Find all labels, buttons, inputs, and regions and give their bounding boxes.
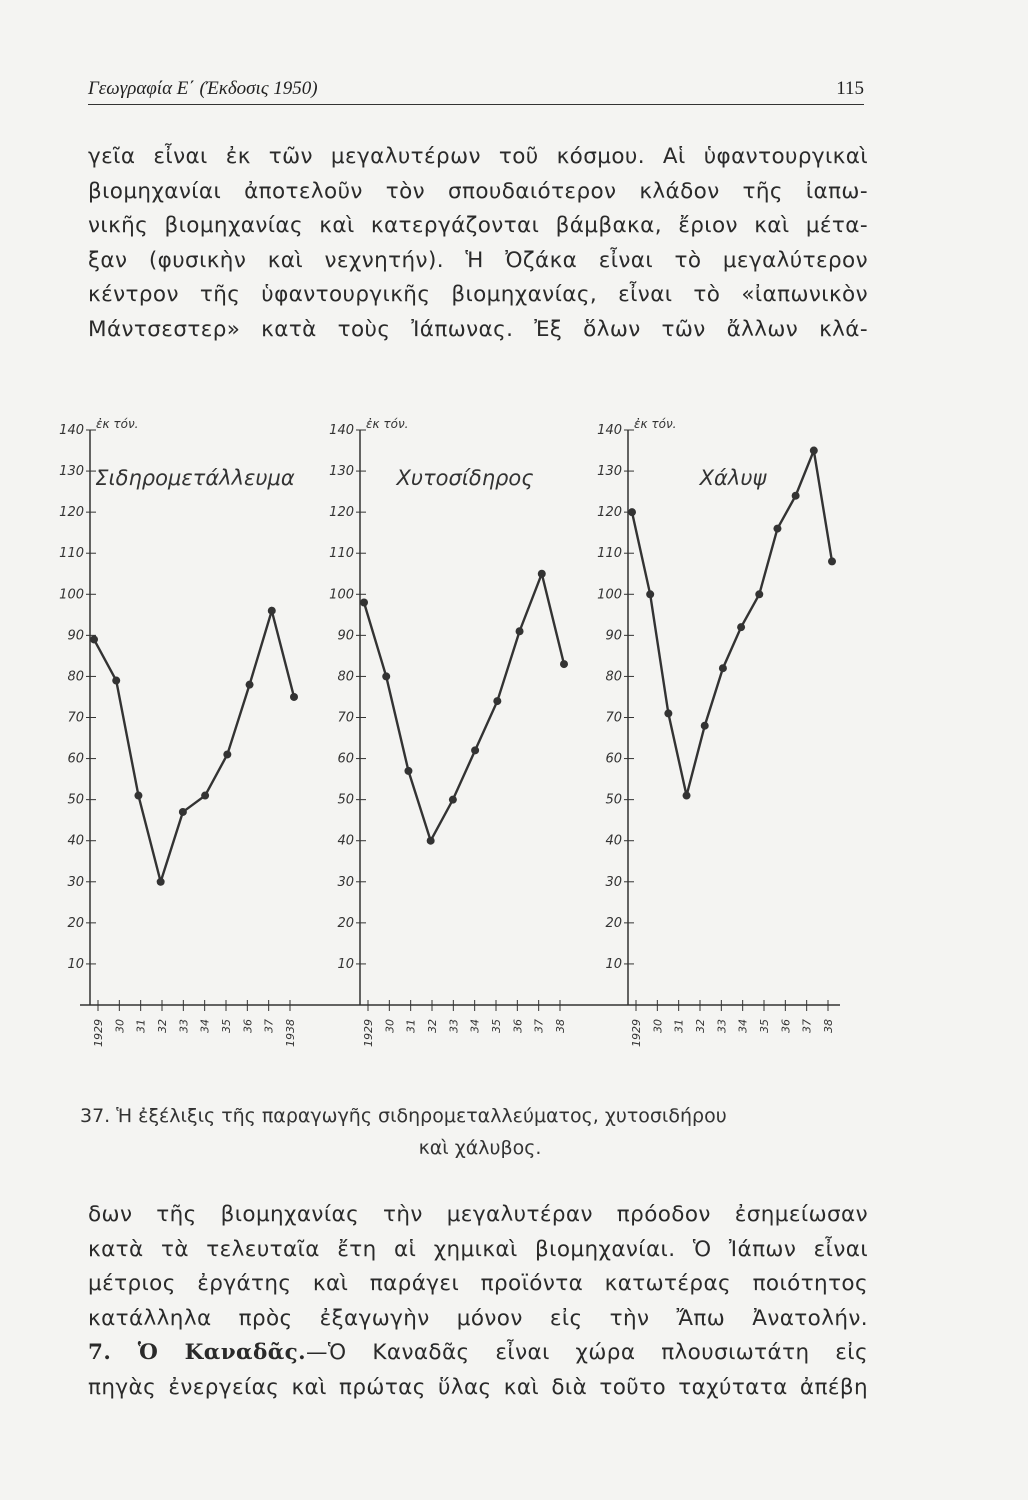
x-tick-label: 1929 (630, 1019, 643, 1047)
x-tick-label: 36 (241, 1019, 255, 1033)
top-paragraph (88, 140, 868, 347)
data-series-line (632, 451, 832, 796)
data-series-line (94, 611, 294, 882)
y-tick-label: 140 (329, 423, 354, 438)
section-text: —Ὁ Καναδᾶς εἶναι χώρα πλουσιωτάτη εἰς (306, 1340, 868, 1365)
x-tick-label: 34 (736, 1019, 750, 1033)
y-tick-label: 70 (67, 710, 84, 726)
chart-title: Σιδηρομετάλλευμα (95, 466, 295, 490)
y-tick-label: 20 (67, 915, 84, 931)
data-point (360, 599, 368, 607)
x-tick-label: 34 (468, 1019, 482, 1033)
y-tick-label: 80 (605, 669, 622, 685)
y-tick-label: 130 (597, 464, 622, 480)
text-line: νικῆς βιομηχανίας καὶ κατεργάζονται βάμβακα, ἔριον καὶ μέτα- (88, 213, 868, 238)
data-point (516, 627, 524, 635)
data-point (427, 837, 435, 845)
section-line (88, 1336, 868, 1371)
y-tick-label: 40 (67, 833, 84, 849)
y-tick-label: 130 (59, 464, 84, 480)
y-tick-label: 60 (605, 751, 622, 767)
y-tick-label: 40 (605, 833, 622, 849)
x-tick-label: 1929 (92, 1019, 105, 1047)
caption-line: 37. Ἡ ἐξέλιξις τῆς παραγωγῆς σιδηρομεταλλεύματος, χυτοσιδήρου (80, 1105, 727, 1127)
x-tick-label: 35 (490, 1019, 503, 1033)
data-point (246, 681, 254, 689)
y-tick-label: 50 (605, 792, 622, 808)
y-tick-label: 10 (605, 956, 622, 972)
x-tick-label: 38 (822, 1019, 835, 1033)
bottom-paragraph (88, 1198, 868, 1405)
data-point (683, 792, 691, 800)
data-point (828, 557, 836, 565)
y-tick-label: 20 (605, 915, 622, 931)
text-line: κέντρον τῆς ὑφαντουργικῆς βιομηχανίας, εἶναι τὸ «ἰαπωνικὸν (88, 282, 868, 307)
x-tick-label: 35 (220, 1019, 233, 1033)
data-point (664, 709, 672, 717)
text-line: δων τῆς βιομηχανίας τὴν μεγαλυτέραν πρόοδον ἐσημείωσαν (88, 1202, 868, 1227)
data-point (755, 590, 763, 598)
y-tick-label: 100 (59, 587, 84, 603)
y-tick-label: 30 (67, 874, 84, 890)
x-tick-label: 31 (672, 1019, 686, 1033)
text-line: κατάλληλα πρὸς ἐξαγωγὴν μόνον εἰς τὴν Ἄπω Ἀνατολήν. (88, 1305, 868, 1331)
data-point (134, 792, 142, 800)
data-point (628, 508, 636, 516)
data-point (157, 878, 165, 886)
data-point (268, 607, 276, 615)
figure-caption (80, 1100, 880, 1164)
y-tick-label: 60 (337, 751, 354, 767)
data-point (737, 623, 745, 631)
y-tick-label: 140 (597, 423, 622, 438)
y-unit-label: ἐκ τόν. (366, 417, 409, 431)
page-header (88, 78, 864, 105)
x-tick-label: 37 (262, 1019, 276, 1033)
data-point (538, 570, 546, 578)
x-tick-label: 1938 (284, 1019, 297, 1047)
y-tick-label: 110 (59, 546, 84, 562)
y-tick-label: 140 (59, 423, 84, 438)
y-unit-label: ἐκ τόν. (634, 417, 677, 431)
data-point (382, 672, 390, 680)
data-point (493, 697, 501, 705)
chart-title: Χυτοσίδηρος (396, 466, 534, 490)
data-point (810, 447, 818, 455)
x-tick-label: 33 (715, 1019, 729, 1033)
y-tick-label: 120 (329, 505, 354, 521)
y-tick-label: 40 (337, 833, 354, 849)
data-point (646, 590, 654, 598)
data-point (449, 796, 457, 804)
y-unit-label: ἐκ τόν. (96, 417, 139, 431)
x-tick-label: 32 (694, 1019, 707, 1033)
y-tick-label: 100 (329, 587, 354, 603)
y-tick-label: 90 (67, 628, 84, 644)
x-tick-label: 32 (156, 1019, 169, 1033)
data-point (773, 525, 781, 533)
x-tick-label: 36 (779, 1019, 793, 1033)
section-heading: 7. Ὁ Καναδᾶς. (88, 1340, 307, 1365)
data-point (471, 746, 479, 754)
y-tick-label: 120 (597, 505, 622, 521)
page-number: 115 (836, 78, 864, 99)
x-tick-label: 38 (554, 1019, 567, 1033)
caption-line: καὶ χάλυβος. (418, 1137, 542, 1159)
x-tick-label: 36 (511, 1019, 525, 1033)
running-head-title: Γεωγραφία Ε΄ (Έκδοσις 1950) (88, 78, 318, 99)
y-tick-label: 50 (67, 792, 84, 808)
x-tick-label: 34 (198, 1019, 212, 1033)
y-tick-label: 70 (605, 710, 622, 726)
text-line: γεῖα εἶναι ἐκ τῶν μεγαλυτέρων τοῦ κόσμου. Αἱ ὑφαντουργικαὶ (88, 144, 868, 169)
data-point (223, 750, 231, 758)
data-series-line (364, 574, 564, 841)
y-tick-label: 100 (597, 587, 622, 603)
y-tick-label: 80 (67, 669, 84, 685)
production-charts-figure (40, 405, 860, 1065)
y-tick-label: 10 (67, 956, 84, 972)
text-line: κατὰ τὰ τελευταῖα ἔτη αἱ χημικαὶ βιομηχανίαι. Ὁ Ἰάπων εἶναι (88, 1236, 868, 1262)
y-tick-label: 110 (597, 546, 622, 562)
y-tick-label: 130 (329, 464, 354, 480)
data-point (701, 722, 709, 730)
x-tick-label: 33 (177, 1019, 191, 1033)
y-tick-label: 120 (59, 505, 84, 521)
y-tick-label: 10 (337, 956, 354, 972)
x-tick-label: 31 (134, 1019, 148, 1033)
x-tick-label: 1929 (362, 1019, 375, 1047)
y-tick-label: 90 (337, 628, 354, 644)
y-tick-label: 110 (329, 546, 354, 562)
y-tick-label: 90 (605, 628, 622, 644)
data-point (404, 767, 412, 775)
text-line: βιομηχανίαι ἀποτελοῦν τὸν σπουδαιότερον κλάδον τῆς ἰαπω- (88, 178, 868, 204)
x-tick-label: 33 (447, 1019, 461, 1033)
x-tick-label: 30 (383, 1019, 397, 1033)
data-point (290, 693, 298, 701)
data-point (201, 792, 209, 800)
text-line: μέτριος ἐργάτης καὶ παράγει προϊόντα κατωτέρας ποιότητος (88, 1271, 868, 1296)
x-tick-label: 30 (113, 1019, 127, 1033)
x-tick-label: 31 (404, 1019, 418, 1033)
data-point (90, 635, 98, 643)
data-point (112, 677, 120, 685)
text-line: Μάντσεστερ» κατὰ τοὺς Ἰάπωνας. Ἐξ ὅλων τῶν ἄλλων κλά- (88, 316, 868, 342)
x-tick-label: 32 (426, 1019, 439, 1033)
text-line: ξαν (φυσικὴν καὶ νεχνητήν). Ἡ Ὀζάκα εἶναι τὸ μεγαλύτερον (88, 247, 868, 273)
y-tick-label: 30 (337, 874, 354, 890)
text-line: πηγὰς ἐνεργείας καὶ πρώτας ὕλας καὶ διὰ τοῦτο ταχύτατα ἀπέβη (88, 1374, 868, 1400)
x-tick-label: 37 (532, 1019, 546, 1033)
x-tick-label: 35 (758, 1019, 771, 1033)
y-tick-label: 80 (337, 669, 354, 685)
y-tick-label: 20 (337, 915, 354, 931)
y-tick-label: 50 (337, 792, 354, 808)
y-tick-label: 60 (67, 751, 84, 767)
data-point (179, 808, 187, 816)
y-tick-label: 30 (605, 874, 622, 890)
data-point (719, 664, 727, 672)
x-tick-label: 37 (800, 1019, 814, 1033)
data-point (560, 660, 568, 668)
data-point (792, 492, 800, 500)
x-tick-label: 30 (651, 1019, 665, 1033)
y-tick-label: 70 (337, 710, 354, 726)
chart-title: Χάλυψ (699, 466, 767, 490)
